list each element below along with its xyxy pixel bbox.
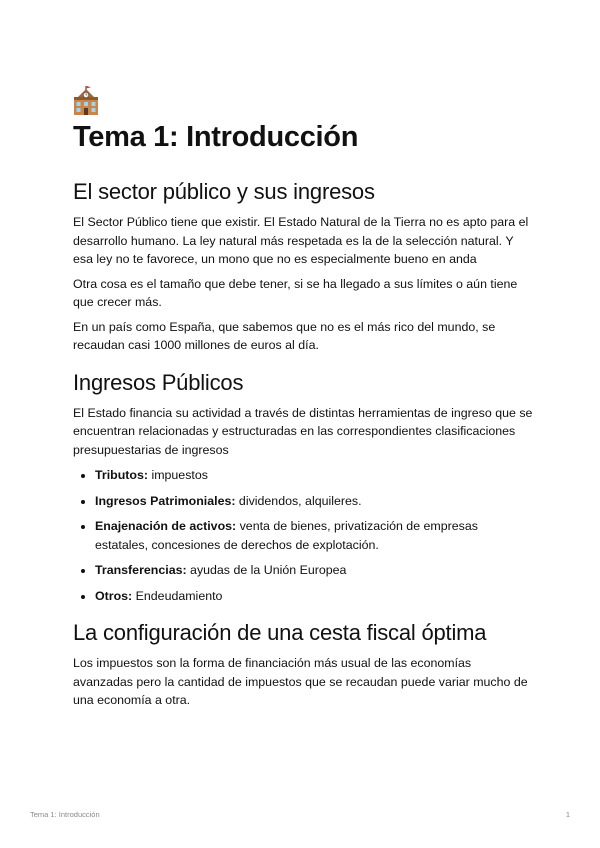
list-item-term: Otros: xyxy=(95,588,133,603)
list-item-term: Transferencias: xyxy=(95,563,187,577)
list-item-text: Endeudamiento xyxy=(132,588,223,603)
list-item-term: Tributos: xyxy=(95,468,148,482)
school-building-icon xyxy=(73,86,99,116)
section-cesta-fiscal xyxy=(73,619,533,710)
list-item-text: dividendos, alquileres. xyxy=(235,493,362,508)
section-ingresos-publicos xyxy=(73,369,533,606)
list-item xyxy=(95,587,533,606)
list-item xyxy=(95,492,533,511)
section-heading: El sector público y sus ingresos xyxy=(73,179,375,204)
section-sector-publico xyxy=(73,178,533,355)
paragraph: Los impuestos son la forma de financiación más usual de las economías avanzadas pero la cantidad de impuestos que se recaudan puede variar mucho de una economía a otra. xyxy=(73,656,528,707)
list-item-term: Ingresos Patrimoniales: xyxy=(95,493,236,508)
document-page xyxy=(73,86,533,716)
list-item-text: ayudas de la Unión Europea xyxy=(186,563,347,577)
income-list xyxy=(73,466,533,605)
page-title: Tema 1: Introducción xyxy=(73,121,359,153)
list-item-text: venta de bienes, privatización de empresas estatales, concesiones de derechos de explotación. xyxy=(95,519,478,552)
paragraph: El Sector Público tiene que existir. El Estado Natural de la Tierra no es apto para el desarrollo humano. La ley natural más respetada es la de la selección natural. Y esa ley no te favorece, un mono que no es especialmente bueno en anda xyxy=(73,215,529,266)
list-item-text: impuestos xyxy=(148,468,208,482)
paragraph: El Estado financia su actividad a través de distintas herramientas de ingreso que se encuentran relacionadas y estructuradas en las correspondientes clasificaciones presupuestarias de ingresos xyxy=(73,405,533,457)
list-item xyxy=(95,561,533,580)
list-item xyxy=(95,466,533,485)
section-heading: La configuración de una cesta fiscal óptima xyxy=(73,620,487,645)
footer-title: Tema 1: Introducción xyxy=(30,810,100,819)
list-item xyxy=(95,517,533,554)
paragraph: Otra cosa es el tamaño que debe tener, si se ha llegado a sus límites o aún tiene que crecer más. xyxy=(73,276,518,309)
page-number: 1 xyxy=(565,810,570,819)
page-footer xyxy=(30,810,570,819)
paragraph: En un país como España, que sabemos que no es el más rico del mundo, se recaudan casi 1000 millones de euros al día. xyxy=(73,319,496,352)
section-heading: Ingresos Públicos xyxy=(73,369,244,395)
list-item-term: Enajenación de activos: xyxy=(95,519,237,533)
